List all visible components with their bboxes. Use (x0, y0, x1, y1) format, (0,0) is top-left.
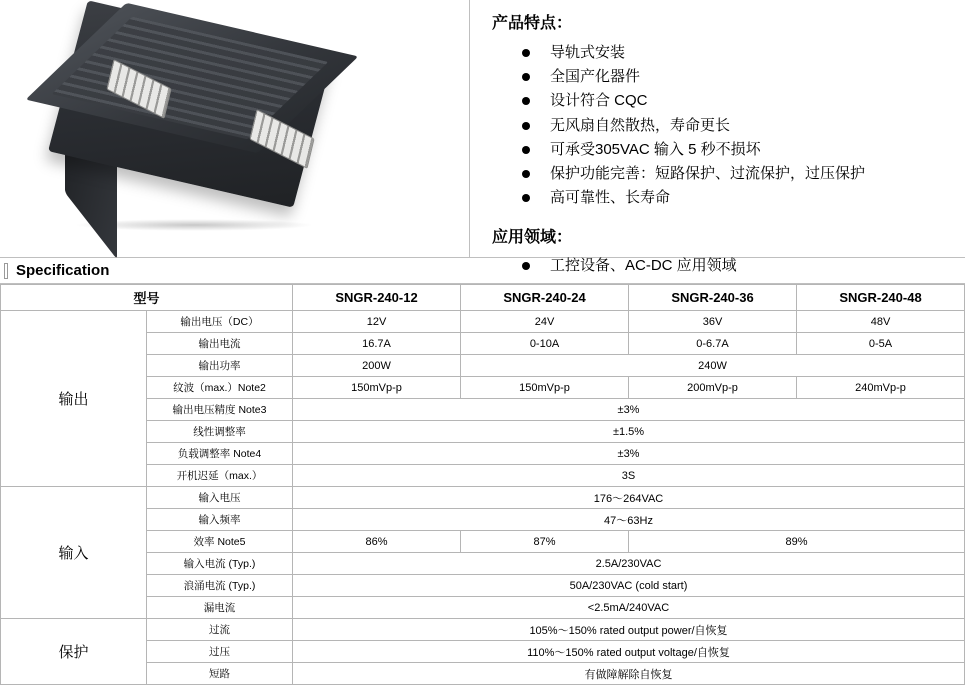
parameter-value: 36V (629, 311, 797, 333)
section-marker-icon (4, 263, 8, 279)
parameter-label: 开机迟延（max.） (147, 465, 293, 487)
parameter-label: 输出电流 (147, 333, 293, 355)
features-list (498, 41, 955, 210)
parameter-value: 240W (461, 355, 965, 377)
parameter-label: 输出功率 (147, 355, 293, 377)
parameter-label: 线性调整率 (147, 421, 293, 443)
parameter-value: 2.5A/230VAC (293, 553, 965, 575)
parameter-value: 0-6.7A (629, 333, 797, 355)
parameter-value: <2.5mA/240VAC (293, 597, 965, 619)
parameter-value: 150mVp-p (293, 377, 461, 399)
application-title: 应用领域： (492, 228, 573, 246)
column-header-model-2: SNGR-240-24 (461, 285, 629, 311)
table-header (1, 285, 965, 311)
table-row (1, 487, 965, 509)
parameter-value: 240mVp-p (797, 377, 965, 399)
parameter-value: ±3% (293, 443, 965, 465)
parameter-value: 86% (293, 531, 461, 553)
parameter-value: 87% (461, 531, 629, 553)
parameter-value: ±3% (293, 399, 965, 421)
parameter-value: 150mVp-p (461, 377, 629, 399)
page-title: Specification (16, 262, 110, 279)
row-group-label: 输出 (1, 311, 147, 487)
parameter-value: 47～63Hz (293, 509, 965, 531)
parameter-label: 漏电流 (147, 597, 293, 619)
parameter-label: 输入频率 (147, 509, 293, 531)
parameter-label: 纹波（max.）Note2 (147, 377, 293, 399)
parameter-value: 3S (293, 465, 965, 487)
features-title: 产品特点： (492, 15, 573, 32)
parameter-label: 过压 (147, 641, 293, 663)
row-group-label: 保护 (1, 619, 147, 685)
parameter-label: 输出电压（DC） (147, 311, 293, 333)
list-item: 工控设备、AC-DC 应用领域 (520, 254, 955, 277)
product-image (0, 0, 470, 257)
parameter-value: 0-10A (461, 333, 629, 355)
parameter-value: 200mVp-p (629, 377, 797, 399)
parameter-value: 110%～150% rated output voltage/自恢复 (293, 641, 965, 663)
parameter-label: 浪涌电流 (Typ.) (147, 575, 293, 597)
parameter-value: 有做障解除自恢复 (293, 663, 965, 685)
list-item: 高可靠性、长寿命 (520, 186, 955, 209)
column-header-model-4: SNGR-240-48 (797, 285, 965, 311)
parameter-label: 输出电压精度 Note3 (147, 399, 293, 421)
parameter-value: 50A/230VAC (cold start) (293, 575, 965, 597)
parameter-value: 0-5A (797, 333, 965, 355)
parameter-value: 24V (461, 311, 629, 333)
parameter-value: 200W (293, 355, 461, 377)
table-row (1, 285, 965, 311)
parameter-label: 负载调整率 Note4 (147, 443, 293, 465)
features-panel (470, 0, 965, 275)
column-header-model: 型号 (1, 285, 293, 311)
parameter-label: 过流 (147, 619, 293, 641)
parameter-value: 89% (629, 531, 965, 553)
table-row (1, 311, 965, 333)
parameter-value: 12V (293, 311, 461, 333)
power-supply-illustration (40, 14, 340, 244)
list-item: 无风扇自然散热，寿命更长 (520, 114, 955, 137)
list-item: 设计符合 CQC (520, 89, 955, 112)
parameter-value: 176～264VAC (293, 487, 965, 509)
parameter-label: 输入电流 (Typ.) (147, 553, 293, 575)
list-item: 可承受305VAC 输入 5 秒不损坏 (520, 138, 955, 161)
parameter-label: 输入电压 (147, 487, 293, 509)
parameter-value: 48V (797, 311, 965, 333)
application-list (498, 254, 955, 277)
list-item: 保护功能完善：短路保护、过流保护，过压保护 (520, 162, 955, 185)
parameter-value: 16.7A (293, 333, 461, 355)
parameter-value: 105%～150% rated output power/自恢复 (293, 619, 965, 641)
column-header-model-1: SNGR-240-12 (293, 285, 461, 311)
parameter-label: 短路 (147, 663, 293, 685)
specification-table (0, 284, 965, 685)
table-row (1, 619, 965, 641)
parameter-label: 效率 Note5 (147, 531, 293, 553)
list-item: 全国产化器件 (520, 65, 955, 88)
list-item: 导轨式安装 (520, 41, 955, 64)
column-header-model-3: SNGR-240-36 (629, 285, 797, 311)
parameter-value: ±1.5% (293, 421, 965, 443)
row-group-label: 输入 (1, 487, 147, 619)
table-body (1, 311, 965, 685)
